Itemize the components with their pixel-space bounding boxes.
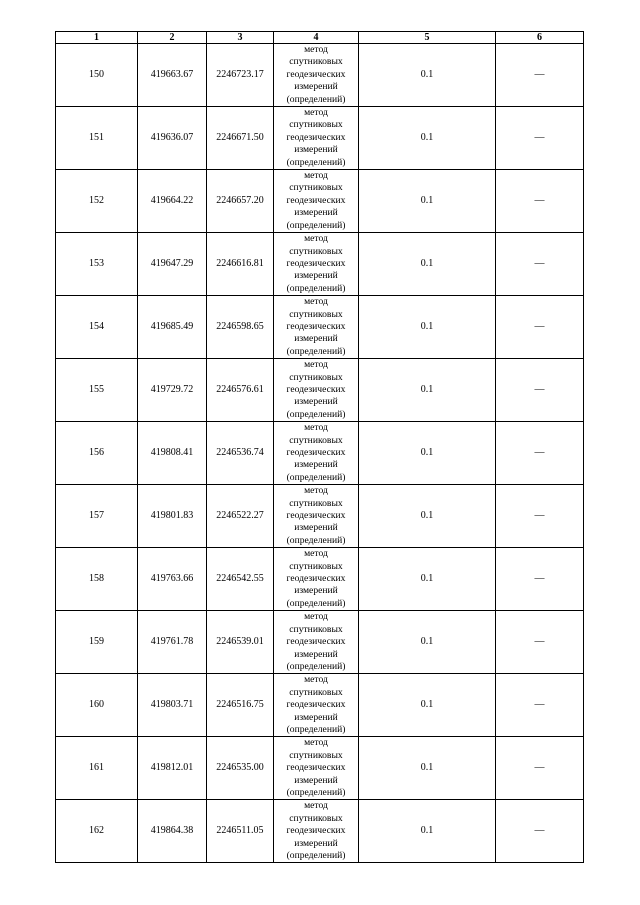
method-cell: метод спутниковых геодезических измерений (определений) bbox=[274, 485, 359, 548]
point-number-cell: 154 bbox=[56, 296, 138, 359]
x-coordinate-cell: 419647.29 bbox=[138, 233, 207, 296]
column-header-5: 5 bbox=[359, 32, 496, 44]
y-coordinate-cell: 2246511.05 bbox=[207, 800, 274, 863]
method-cell: метод спутниковых геодезических измерений (определений) bbox=[274, 548, 359, 611]
column-header-1: 1 bbox=[56, 32, 138, 44]
table-row bbox=[56, 296, 584, 359]
x-coordinate-cell: 419664.22 bbox=[138, 170, 207, 233]
note-cell: — bbox=[496, 170, 584, 233]
note-cell: — bbox=[496, 107, 584, 170]
y-coordinate-cell: 2246657.20 bbox=[207, 170, 274, 233]
method-cell: метод спутниковых геодезических измерений (определений) bbox=[274, 107, 359, 170]
y-coordinate-cell: 2246536.74 bbox=[207, 422, 274, 485]
x-coordinate-cell: 419763.66 bbox=[138, 548, 207, 611]
table-row bbox=[56, 548, 584, 611]
column-header-3: 3 bbox=[207, 32, 274, 44]
method-cell: метод спутниковых геодезических измерений (определений) bbox=[274, 296, 359, 359]
table-row bbox=[56, 611, 584, 674]
y-coordinate-cell: 2246539.01 bbox=[207, 611, 274, 674]
method-cell: метод спутниковых геодезических измерений (определений) bbox=[274, 737, 359, 800]
column-header-4: 4 bbox=[274, 32, 359, 44]
point-number-cell: 150 bbox=[56, 44, 138, 107]
x-coordinate-cell: 419761.78 bbox=[138, 611, 207, 674]
point-number-cell: 160 bbox=[56, 674, 138, 737]
accuracy-cell: 0.1 bbox=[359, 548, 496, 611]
accuracy-cell: 0.1 bbox=[359, 107, 496, 170]
x-coordinate-cell: 419663.67 bbox=[138, 44, 207, 107]
accuracy-cell: 0.1 bbox=[359, 737, 496, 800]
table-row bbox=[56, 422, 584, 485]
y-coordinate-cell: 2246516.75 bbox=[207, 674, 274, 737]
point-number-cell: 162 bbox=[56, 800, 138, 863]
accuracy-cell: 0.1 bbox=[359, 170, 496, 233]
x-coordinate-cell: 419636.07 bbox=[138, 107, 207, 170]
note-cell: — bbox=[496, 233, 584, 296]
note-cell: — bbox=[496, 422, 584, 485]
method-cell: метод спутниковых геодезических измерений (определений) bbox=[274, 611, 359, 674]
table-row bbox=[56, 737, 584, 800]
accuracy-cell: 0.1 bbox=[359, 233, 496, 296]
table-row bbox=[56, 359, 584, 422]
point-number-cell: 155 bbox=[56, 359, 138, 422]
point-number-cell: 158 bbox=[56, 548, 138, 611]
header-row bbox=[56, 32, 584, 44]
accuracy-cell: 0.1 bbox=[359, 44, 496, 107]
method-cell: метод спутниковых геодезических измерений (определений) bbox=[274, 233, 359, 296]
x-coordinate-cell: 419729.72 bbox=[138, 359, 207, 422]
table-body bbox=[56, 44, 584, 863]
note-cell: — bbox=[496, 611, 584, 674]
table-row bbox=[56, 107, 584, 170]
note-cell: — bbox=[496, 737, 584, 800]
note-cell: — bbox=[496, 548, 584, 611]
point-number-cell: 151 bbox=[56, 107, 138, 170]
accuracy-cell: 0.1 bbox=[359, 800, 496, 863]
point-number-cell: 153 bbox=[56, 233, 138, 296]
x-coordinate-cell: 419803.71 bbox=[138, 674, 207, 737]
y-coordinate-cell: 2246522.27 bbox=[207, 485, 274, 548]
x-coordinate-cell: 419685.49 bbox=[138, 296, 207, 359]
method-cell: метод спутниковых геодезических измерений (определений) bbox=[274, 422, 359, 485]
y-coordinate-cell: 2246671.50 bbox=[207, 107, 274, 170]
y-coordinate-cell: 2246616.81 bbox=[207, 233, 274, 296]
coordinates-table bbox=[55, 31, 584, 863]
accuracy-cell: 0.1 bbox=[359, 485, 496, 548]
method-cell: метод спутниковых геодезических измерений (определений) bbox=[274, 674, 359, 737]
table-row bbox=[56, 233, 584, 296]
note-cell: — bbox=[496, 800, 584, 863]
method-cell: метод спутниковых геодезических измерений (определений) bbox=[274, 44, 359, 107]
table-row bbox=[56, 485, 584, 548]
note-cell: — bbox=[496, 296, 584, 359]
x-coordinate-cell: 419812.01 bbox=[138, 737, 207, 800]
x-coordinate-cell: 419864.38 bbox=[138, 800, 207, 863]
point-number-cell: 157 bbox=[56, 485, 138, 548]
column-header-6: 6 bbox=[496, 32, 584, 44]
x-coordinate-cell: 419801.83 bbox=[138, 485, 207, 548]
method-cell: метод спутниковых геодезических измерений (определений) bbox=[274, 170, 359, 233]
accuracy-cell: 0.1 bbox=[359, 611, 496, 674]
point-number-cell: 159 bbox=[56, 611, 138, 674]
table-row bbox=[56, 674, 584, 737]
point-number-cell: 161 bbox=[56, 737, 138, 800]
point-number-cell: 152 bbox=[56, 170, 138, 233]
y-coordinate-cell: 2246723.17 bbox=[207, 44, 274, 107]
y-coordinate-cell: 2246576.61 bbox=[207, 359, 274, 422]
x-coordinate-cell: 419808.41 bbox=[138, 422, 207, 485]
method-cell: метод спутниковых геодезических измерений (определений) bbox=[274, 800, 359, 863]
accuracy-cell: 0.1 bbox=[359, 422, 496, 485]
table-row bbox=[56, 800, 584, 863]
accuracy-cell: 0.1 bbox=[359, 674, 496, 737]
y-coordinate-cell: 2246535.00 bbox=[207, 737, 274, 800]
y-coordinate-cell: 2246542.55 bbox=[207, 548, 274, 611]
point-number-cell: 156 bbox=[56, 422, 138, 485]
note-cell: — bbox=[496, 359, 584, 422]
note-cell: — bbox=[496, 674, 584, 737]
column-header-2: 2 bbox=[138, 32, 207, 44]
method-cell: метод спутниковых геодезических измерений (определений) bbox=[274, 359, 359, 422]
note-cell: — bbox=[496, 44, 584, 107]
y-coordinate-cell: 2246598.65 bbox=[207, 296, 274, 359]
table-row bbox=[56, 170, 584, 233]
table-row bbox=[56, 44, 584, 107]
accuracy-cell: 0.1 bbox=[359, 296, 496, 359]
accuracy-cell: 0.1 bbox=[359, 359, 496, 422]
note-cell: — bbox=[496, 485, 584, 548]
